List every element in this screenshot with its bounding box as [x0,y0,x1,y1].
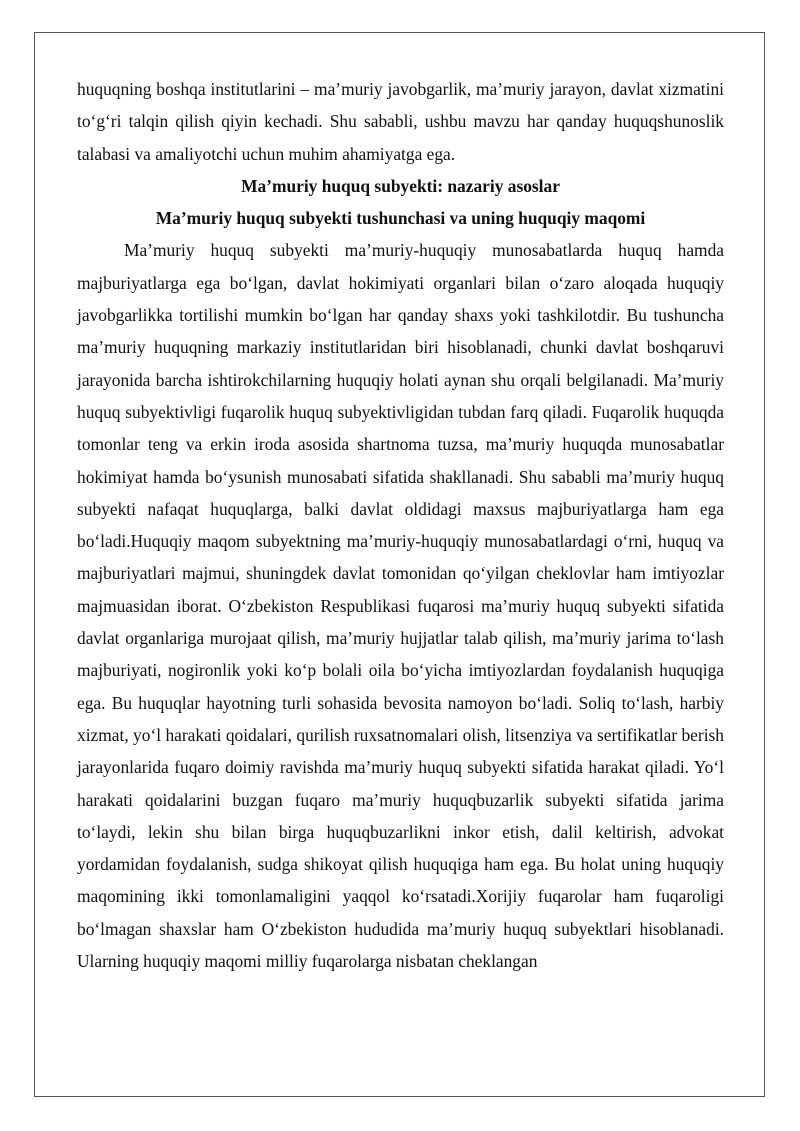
subsection-heading: Ma’muriy huquq subyekti tushunchasi va uning huquqiy maqomi [155,208,646,229]
section-heading: Ma’muriy huquq subyekti: nazariy asoslar [241,175,560,196]
intro-paragraph: huquqning boshqa institutlarini – ma’muriy javobgarlik, ma’muriy jarayon, davlat xizmatini to‘g‘ri talqin qilish qiyin kechadi. Shu sababli, ushbu mavzu har qanday huquqshunoslik talabasi va amaliyotchi uchun muhim ahamiyatga ega. [77,79,724,164]
document-body [77,73,724,977]
body-paragraph: Ma’muriy huquq subyekti ma’muriy-huquqiy munosabatlarda huquq hamda majburiyatlarga ega bo‘lgan, davlat hokimiyati organlari bilan o‘zaro aloqada huquqiy javobgarlikka tortilishi mumkin bo‘lgan har qanday shaxs yoki tashkilotdir. Bu tushuncha ma’muriy huquqning markaziy institutlaridan biri hisoblanadi, chunki davlat boshqaruvi jarayonida barcha ishtirokchilarning huquqiy holati aynan shu orqali belgilanadi. Ma’muriy huquq subyektivligi fuqarolik huquq subyektivligidan tubdan farq qiladi. Fuqarolik huquqda tomonlar teng va erkin iroda asosida shartnoma tuzsa, ma’muriy huquqda munosabatlar hokimiyat hamda bo‘ysunish munosabati sifatida shakllanadi. Shu sababli ma’muriy huquq subyekti nafaqat huquqlarga, balki davlat oldidagi maxsus majburiyatlarga ham ega bo‘ladi.Huquqiy maqom subyektning ma’muriy-huquqiy munosabatlardagi o‘rni, huquq va majburiyatlari majmui, shuningdek davlat tomonidan qo‘yilgan cheklovlar ham imtiyozlar majmuasidan iborat. O‘zbekiston Respublikasi fuqarosi ma’muriy huquq subyekti sifatida davlat organlariga murojaat qilish, ma’muriy hujjatlar talab qilish, ma’muriy jarima to‘lash majburiyati, nogironlik yoki ko‘p bolali oila bo‘yicha imtiyozlardan foydalanish huquqiga ega. Bu huquqlar hayotning turli sohasida bevosita namoyon bo‘ladi. Soliq to‘lash, harbiy xizmat, yo‘l harakati qoidalari, qurilish ruxsatnomalari olish, litsenziya va sertifikatlar berish jarayonlarida fuqaro doimiy ravishda ma’muriy huquq subyekti sifatida harakat qiladi. Yo‘l harakati qoidalarini buzgan fuqaro ma’muriy huquqbuzarlik subyekti sifatida jarima to‘laydi, lekin shu bilan birga huquqbuzarlikni inkor etish, dalil keltirish, advokat yordamidan foydalanish, sudga shikoyat qilish huquqiga ham ega. Bu holat uning huquqiy maqomining ikki tomonlamaligini yaqqol ko‘rsatadi.Xorijiy fuqarolar ham fuqaroligi bo‘lmagan shaxslar ham O‘zbekiston hududida ma’muriy huquq subyektlari hisoblanadi. Ularning huquqiy maqomi milliy fuqarolarga nisbatan cheklangan [77,240,724,972]
